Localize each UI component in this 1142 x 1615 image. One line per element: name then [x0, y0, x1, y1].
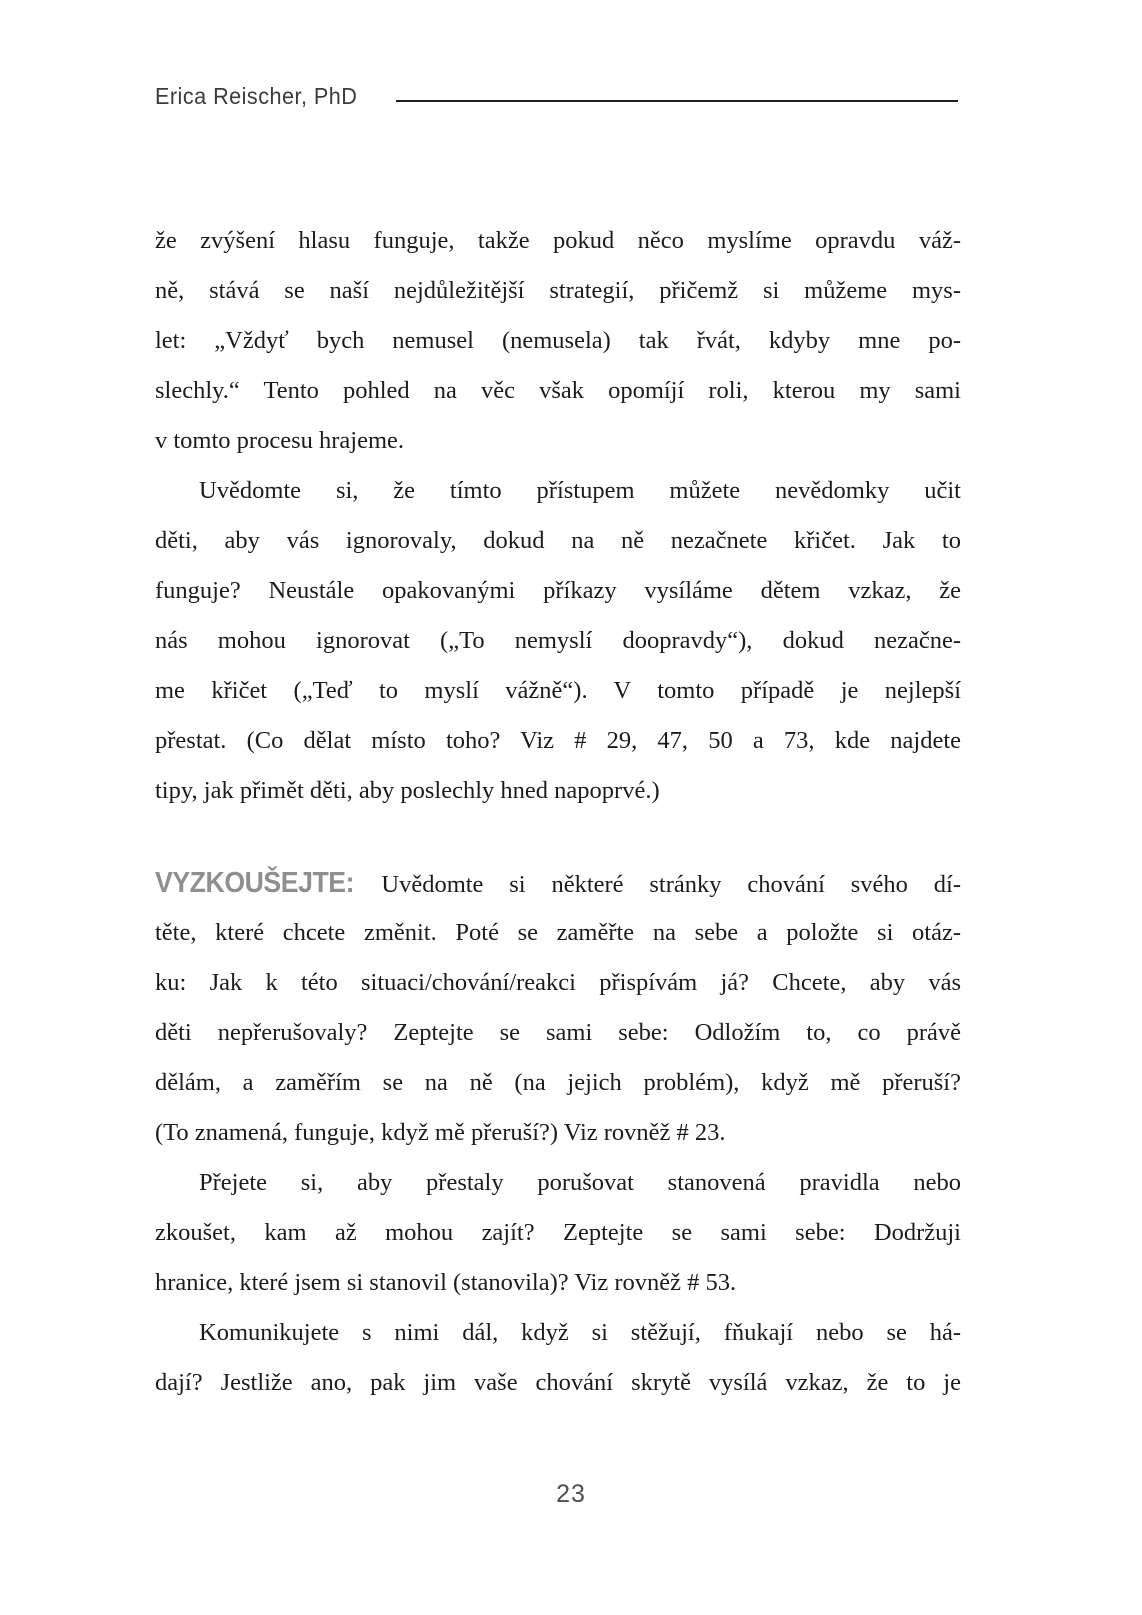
text-line: (To znamená, funguje, když mě přeruší?) Viz rovněž # 23. — [155, 1119, 726, 1146]
paragraph — [155, 216, 961, 466]
text-line: ku: Jak k této situaci/chování/reakci přispívám já? Chcete, aby vás — [155, 969, 961, 996]
text-line: těte, které chcete změnit. Poté se zaměřte na sebe a položte si otáz- — [155, 919, 961, 946]
paragraph — [155, 1158, 961, 1308]
page-header — [155, 82, 958, 110]
text-line: Uvědomte si, že tímto přístupem můžete nevědomky učit — [199, 477, 961, 504]
text-line: děti, aby vás ignorovaly, dokud na ně nezačnete křičet. Jak to — [155, 527, 961, 554]
text-line: dělám, a zaměřím se na ně (na jejich problém), když mě přeruší? — [155, 1069, 961, 1096]
page-number: 23 — [556, 1480, 586, 1508]
text-line: Komunikujete s nimi dál, když si stěžují, fňukají nebo se há- — [199, 1319, 961, 1346]
text-line: v tomto procesu hrajeme. — [155, 427, 405, 454]
page-footer — [0, 1480, 1142, 1509]
paragraph-tryit — [155, 858, 961, 1158]
text-line: funguje? Neustále opakovanými příkazy vysíláme dětem vzkaz, že — [155, 577, 961, 604]
text-line: nás mohou ignorovat („To nemyslí doopravdy“), dokud nezačne- — [155, 627, 961, 654]
body-text — [155, 216, 961, 1408]
text-line: tipy, jak přimět děti, aby poslechly hned napoprvé.) — [155, 777, 660, 804]
text-line: slechly.“ Tento pohled na věc však opomíjí roli, kterou my sami — [155, 377, 961, 404]
text-line: dají? Jestliže ano, pak jim vaše chování skrytě vysílá vzkaz, že to je — [155, 1369, 961, 1396]
text-line: let: „Vždyť bych nemusel (nemusela) tak řvát, kdyby mne po- — [155, 327, 961, 354]
text-line: přestat. (Co dělat místo toho? Viz # 29, 47, 50 a 73, kde najdete — [155, 727, 961, 754]
text-line — [155, 858, 961, 908]
text-line: me křičet („Teď to myslí vážně“). V tomto případě je nejlepší — [155, 677, 961, 704]
text-line-segment: Uvědomte si některé stránky chování svého dí- — [381, 871, 961, 898]
text-line: děti nepřerušovaly? Zeptejte se sami sebe: Odložím to, co právě — [155, 1019, 961, 1046]
text-line: Přejete si, aby přestaly porušovat stanovená pravidla nebo — [199, 1169, 961, 1196]
tryit-label: VYZKOUŠEJTE: — [155, 867, 355, 899]
header-rule — [396, 100, 958, 102]
text-line: že zvýšení hlasu funguje, takže pokud něco myslíme opravdu váž- — [155, 227, 961, 254]
paragraph — [155, 1308, 961, 1408]
text-line: zkoušet, kam až mohou zajít? Zeptejte se sami sebe: Dodržuji — [155, 1219, 961, 1246]
text-line: hranice, které jsem si stanovil (stanovila)? Viz rovněž # 53. — [155, 1269, 737, 1296]
paragraph — [155, 466, 961, 816]
text-line: ně, stává se naší nejdůležitější strategií, přičemž si můžeme mys- — [155, 277, 961, 304]
author-name: Erica Reischer, PhD — [155, 83, 358, 109]
section-gap — [155, 816, 961, 858]
